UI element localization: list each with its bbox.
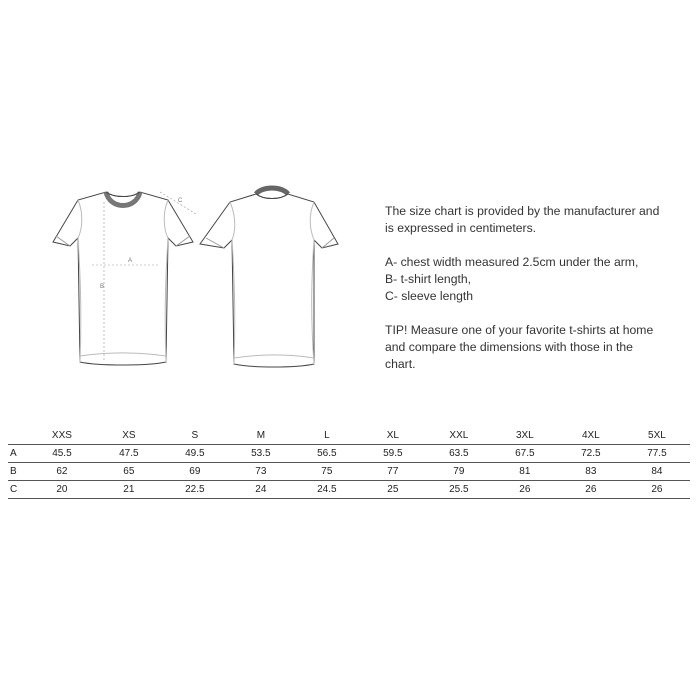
table-cell: 24.5 (317, 484, 337, 495)
table-corner (8, 426, 28, 445)
table-cell: 49.5 (185, 448, 205, 459)
size-table (8, 426, 690, 499)
size-header: XS (122, 429, 136, 441)
size-header: S (191, 429, 199, 441)
text-line: C- sleeve length (385, 289, 474, 303)
table-cell: 26 (519, 484, 531, 495)
size-header: XXL (449, 429, 469, 441)
legend-paragraph (385, 254, 685, 305)
table-cell: 59.5 (383, 448, 403, 459)
size-chart-description (385, 203, 685, 390)
table-cell: 47.5 (119, 448, 139, 459)
table-row (8, 463, 690, 481)
intro-paragraph (385, 203, 685, 237)
table-cell: 26 (651, 484, 663, 495)
table-cell: 62 (56, 466, 68, 477)
size-header: 3XL (515, 429, 534, 441)
table-cell: 20 (56, 484, 68, 495)
tshirt-front (53, 192, 193, 365)
table-cell: 83 (585, 466, 597, 477)
size-header: XXS (51, 429, 72, 441)
table-cell: 79 (453, 466, 465, 477)
text-line: is expressed in centimeters. (385, 221, 537, 235)
label-b: B (100, 284, 105, 290)
text-line: B- t-shirt length, (385, 272, 472, 286)
table-row (8, 481, 690, 499)
table-cell: 73 (255, 466, 267, 477)
size-header: 4XL (581, 429, 600, 441)
table-cell: 53.5 (251, 448, 271, 459)
table-cell: 69 (189, 466, 201, 477)
size-header: M (256, 429, 266, 441)
row-label: C (10, 484, 18, 495)
table-row (8, 445, 690, 463)
table-cell: 65 (123, 466, 135, 477)
label-c: C (178, 198, 183, 204)
table-cell: 25.5 (449, 484, 469, 495)
text-line: TIP! Measure one of your favorite t-shirts at home (385, 323, 654, 337)
table-cell: 77 (387, 466, 399, 477)
table-cell: 77.5 (647, 448, 667, 459)
table-cell: 81 (519, 466, 531, 477)
text-line: chart. (385, 357, 416, 371)
table-header-row (8, 426, 690, 445)
table-cell: 84 (651, 466, 663, 477)
table-cell: 72.5 (581, 448, 601, 459)
table-cell: 63.5 (449, 448, 469, 459)
table-cell: 26 (585, 484, 597, 495)
table-cell: 56.5 (317, 448, 337, 459)
tshirt-illustration (48, 180, 348, 380)
label-a: A (128, 258, 133, 264)
text-line: The size chart is provided by the manufacturer and (385, 204, 660, 218)
tshirt-back (200, 188, 338, 367)
size-header: 5XL (648, 429, 666, 441)
table-cell: 45.5 (52, 448, 72, 459)
table-cell: 22.5 (185, 484, 205, 495)
text-line: and compare the dimensions with those in the (385, 340, 633, 354)
table-cell: 75 (321, 466, 333, 477)
size-header: XL (386, 429, 399, 441)
table-cell: 24 (255, 484, 267, 495)
row-label: B (10, 466, 17, 477)
table-cell: 25 (387, 484, 399, 495)
tip-paragraph (385, 322, 685, 373)
text-line: A- chest width measured 2.5cm under the arm, (385, 255, 639, 269)
size-header: L (324, 429, 330, 441)
table-cell: 67.5 (515, 448, 535, 459)
row-label: A (10, 448, 17, 459)
table-cell: 21 (123, 484, 135, 495)
